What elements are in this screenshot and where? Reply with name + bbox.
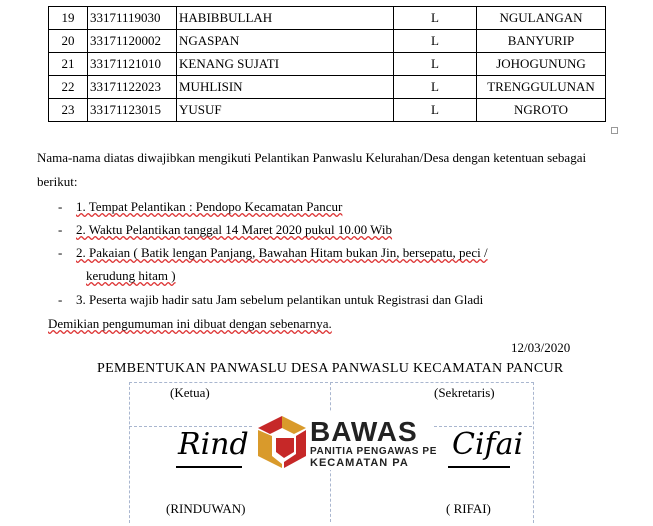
list-item-attire xyxy=(76,245,488,261)
table-resize-handle[interactable] xyxy=(611,127,618,134)
row-village: NGROTO xyxy=(477,99,606,122)
closing-text-content: Demikian pengumuman ini dibuat dengan sebenarnya. xyxy=(48,316,332,331)
chair-name: (RINDUWAN) xyxy=(166,501,246,516)
signature-heading: PEMBENTUKAN PANWASLU DESA PANWASLU KECAMATAN PANCUR xyxy=(97,361,564,376)
list-item-text: 1. Tempat Pelantikan : Pendopo Kecamatan Pancur xyxy=(76,199,343,214)
list-bullet: - xyxy=(58,222,63,237)
secretary-signature-underline xyxy=(448,466,510,468)
chair-role-label: (Ketua) xyxy=(170,385,210,400)
row-village: TRENGGULUNAN xyxy=(477,76,606,99)
chair-signature-underline xyxy=(176,466,242,468)
row-id: 33171121010 xyxy=(88,53,177,76)
row-id: 33171122023 xyxy=(88,76,177,99)
list-item-text: kerudung hitam ) xyxy=(86,268,176,283)
row-sex: L xyxy=(394,53,477,76)
intro-text-line-2: berikut: xyxy=(37,174,78,189)
row-number: 21 xyxy=(49,53,88,76)
row-name: NGASPAN xyxy=(177,30,394,53)
list-bullet: - xyxy=(58,199,63,214)
list-item-place xyxy=(76,199,342,215)
row-village: NGULANGAN xyxy=(477,7,606,30)
row-sex: L xyxy=(394,7,477,30)
table-row xyxy=(49,30,606,53)
row-name: KENANG SUJATI xyxy=(177,53,394,76)
list-bullet: - xyxy=(58,292,63,307)
row-sex: L xyxy=(394,99,477,122)
row-number: 23 xyxy=(49,99,88,122)
logo-line-2: KECAMATAN PA xyxy=(310,457,409,469)
list-bullet: - xyxy=(58,245,63,260)
document-date: 12/03/2020 xyxy=(511,340,571,355)
table-row xyxy=(49,99,606,122)
list-item-text: 2. Waktu Pelantikan tanggal 14 Maret 2020 pukul 10.00 Wib xyxy=(76,222,393,237)
bawaslu-logo xyxy=(254,412,437,470)
row-village: BANYURIP xyxy=(477,30,606,53)
participants-table xyxy=(48,6,606,122)
row-name: YUSUF xyxy=(177,99,394,122)
table-row xyxy=(49,7,606,30)
chair-signature: Rind xyxy=(178,427,249,462)
bawaslu-emblem-icon xyxy=(254,412,310,470)
logo-line-1: PANITIA PENGAWAS PE xyxy=(310,446,437,457)
list-item-text: 2. Pakaian ( Batik lengan Panjang, Bawahan Hitam bukan Jin, bersepatu, peci / xyxy=(76,245,488,260)
list-item-attendance: 3. Peserta wajib hadir satu Jam sebelum pelantikan untuk Registrasi dan Gladi xyxy=(76,292,484,307)
table-row xyxy=(49,53,606,76)
secretary-role-label: (Sekretaris) xyxy=(434,385,495,400)
row-name: HABIBBULLAH xyxy=(177,7,394,30)
table-row xyxy=(49,76,606,99)
row-sex: L xyxy=(394,76,477,99)
row-sex: L xyxy=(394,30,477,53)
intro-text-line-1: Nama-nama diatas diwajibkan mengikuti Pelantikan Panwaslu Kelurahan/Desa dengan ketentuan sebagai xyxy=(37,150,587,165)
secretary-name: ( RIFAI) xyxy=(446,501,491,516)
closing-text xyxy=(48,316,332,332)
logo-title: BAWAS xyxy=(310,416,418,447)
row-number: 22 xyxy=(49,76,88,99)
row-village: JOHOGUNUNG xyxy=(477,53,606,76)
row-id: 33171123015 xyxy=(88,99,177,122)
list-item-attire-continued xyxy=(86,268,176,284)
row-number: 20 xyxy=(49,30,88,53)
row-id: 33171119030 xyxy=(88,7,177,30)
row-number: 19 xyxy=(49,7,88,30)
list-item-time xyxy=(76,222,392,238)
row-name: MUHLISIN xyxy=(177,76,394,99)
row-id: 33171120002 xyxy=(88,30,177,53)
secretary-signature: Cifai xyxy=(452,427,524,462)
